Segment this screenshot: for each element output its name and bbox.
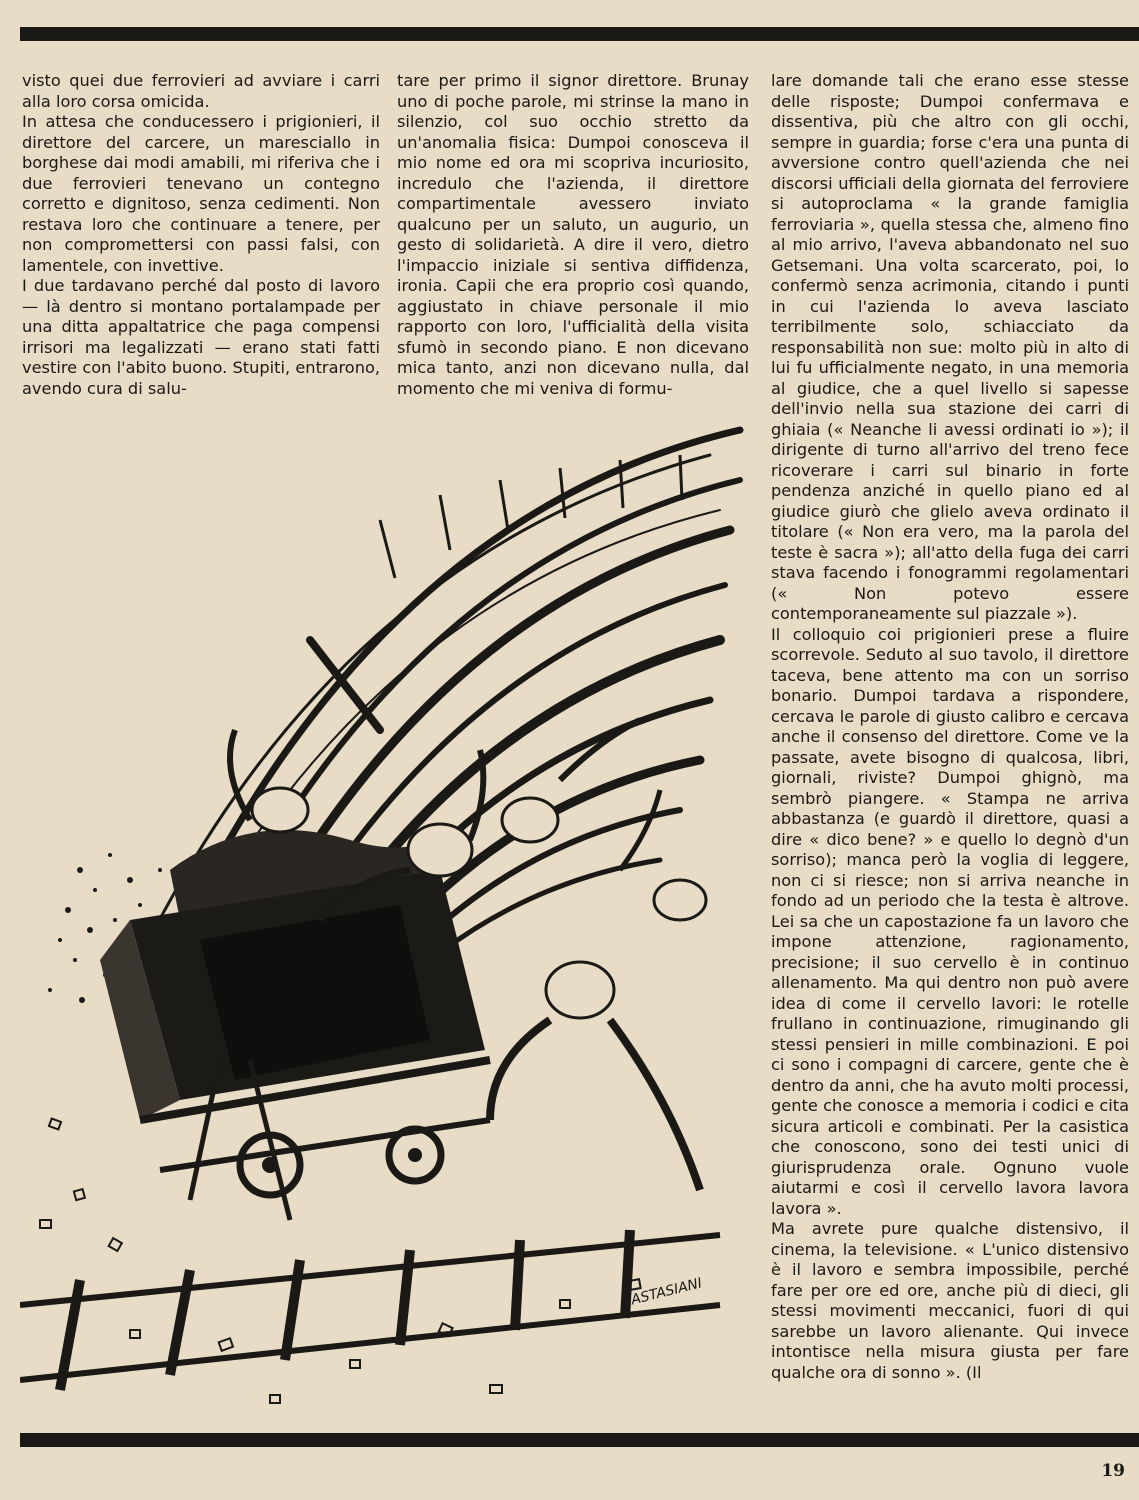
bottom-rule <box>20 1433 1139 1447</box>
artist-signature: ASTASIANI <box>629 1275 704 1309</box>
text-column-2 <box>397 71 749 421</box>
paragraph: tare per primo il signor direttore. Brunay uno di poche parole, mi strinse la mano in silenzio, col suo occhio stretto da un'anomalia fisica: Dumpoi conosceva il mio nome ed ora mi scopriva incuriosito, incredulo che l'azienda, il direttore compartimentale avessero inviato qualcuno per un saluto, un augurio, un gesto di solidarietà. A dire il vero, dietro l'impaccio iniziale si sentiva diffidenza, ironia. Capii che era proprio così quando, aggiustato in chiave personale il mio rapporto con loro, l'ufficialità della visita sfumò in secondo piano. E non dicevano mica tanto, anzi non dicevano nulla, dal momento che mi veniva di formu- <box>397 71 749 398</box>
derailment-illustration <box>20 400 745 1410</box>
ballast-stones <box>40 1119 641 1403</box>
page-number: 19 <box>1101 1461 1125 1481</box>
paragraph: visto quei due ferrovieri ad avviare i carri alla loro corsa omicida. <box>22 71 380 111</box>
text-column-1 <box>22 71 380 426</box>
paragraph: Ma avrete pure qualche distensivo, il cinema, la televisione. « L'unico distensivo è il lavoro e sembra impossibile, perché fare per ore ed ore, anche più di dieci, gli stessi movimenti meccanici, fuori di qui sarebbe un lavoro alienante. Qui invece intontisce nella misura giusta per fare qualche ora di sonno ». (Il <box>771 1219 1129 1382</box>
paragraph: I due tardavano perché dal posto di lavoro — là dentro si montano portalampade per una ditta appaltatrice che paga compensi irrisori ma legalizzati — erano stati fatti vestire con l'abito buono. Stupiti, entrarono, avendo cura di salu- <box>22 276 380 398</box>
paragraph: Il colloquio coi prigionieri prese a fluire scorrevole. Seduto al suo tavolo, il direttore taceva, bene attento ma con un sorriso bonario. Dumpoi tardava a rispondere, cercava le parole di giusto calibro e cercava anche il consenso del direttore. Come ve la passate, avete bisogno di qualcosa, libri, giornali, riviste? Dumpoi ghignò, ma sembrò piangere. « Stampa ne arriva abbastanza (e guardò il direttore, quasi a dire « dico bene? » e quello lo degnò d'un sorriso); manca però la voglia di leggere, non ci si riesce; non si arriva neanche in fondo ad un periodo che la testa è altrove. Lei sa che un capostazione fa un lavoro che impone attenzione, ragionamento, precisione; il suo cervello è in continuo allenamento. Ma qui dentro non può avere idea di come il cervello lavori: le rotelle frullano in continuazione, rimuginando gli stessi pensieri in mille combinazioni. E poi ci sono i compagni di carcere, gente che è dentro da anni, che ha avuto molti processi, gente che conosce a memoria i codici e cita sicura articoli e combinati. Per la casistica che conoscono, sono dei testi unici di giurisprudenza orale. Ognuno vuole aiutarmi e così il cervello lavora lavora lavora ». <box>771 624 1129 1218</box>
paragraph: lare domande tali che erano esse stesse delle risposte; Dumpoi confermava e dissentiva, più che altro con gli occhi, sempre in guardia; forse c'era una punta di avversione contro quell'azienda che nei discorsi ufficiali della giornata del ferroviere si autoproclama « la grande famiglia ferroviaria », quella stessa che, almeno fino al mio arrivo, l'aveva abbandonato nel suo Getsemani. Una volta scarcerato, poi, lo confermò senza acrimonia, citando i punti in cui l'azienda lo aveva lasciato terribilmente solo, schiacciato da responsabilità non sue: molto più in alto di lui fu ufficialmente negato, in una memoria al giudice, che a quel livello si sapesse dell'invio nella sua stazione dei carri di ghiaia (« Neanche li avessi ordinati io »); il dirigente di turno all'arrivo del treno fece ricoverare i carri sul binario in forte pendenza anziché in quello piano ed al giudice giurò che glielo aveva ordinato il titolare (« Non era vero, ma la parola del teste è sacra »); all'atto della fuga dei carri stava facendo i fonogrammi regolamentari (« Non potevo essere contemporaneamente sul piazzale »). <box>771 71 1129 623</box>
top-rule <box>20 27 1139 41</box>
rail-cart <box>100 870 490 1220</box>
railway-track <box>20 1230 720 1390</box>
paragraph: In attesa che conducessero i prigionieri, il direttore del carcere, un maresciallo in borghese dai modi amabili, mi riferiva che i due ferrovieri tenevano un contegno corretto e dignitoso, senza cedimenti. Non restava loro che continuare a tenere, per non compromettersi con passi falsi, con lamentele, con invettive. <box>22 112 380 275</box>
text-column-3 <box>771 71 1129 1416</box>
